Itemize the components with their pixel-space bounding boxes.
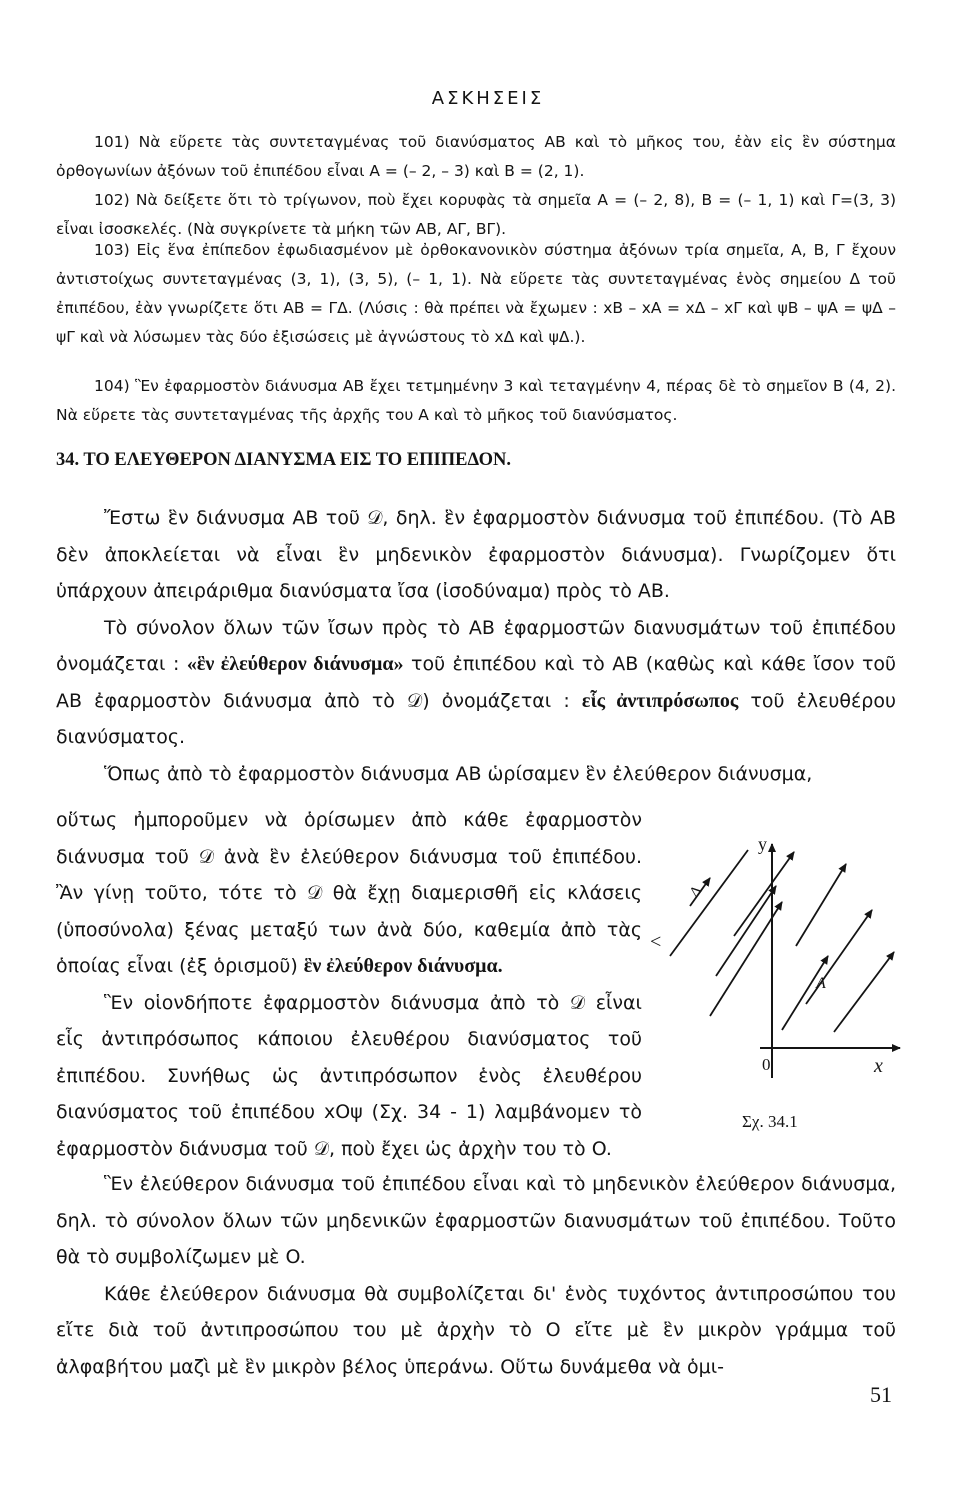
exercise-104 bbox=[56, 372, 896, 430]
exercise-text: 102) Νὰ δείξετε ὅτι τὸ τρίγωνον, ποὺ ἔχει κορυφὰς τὰ σημεῖα Α = (– 2, 8), Β = (– 1, 1) καὶ Γ=(3, 3) εἶναι ἰσοσκελές. (Νὰ συγκρίνετε τὰ μήκη τῶν ΑΒ, ΑΓ, ΒΓ). bbox=[56, 191, 896, 238]
figure-caption: Σχ. 34.1 bbox=[742, 1112, 798, 1131]
vector-arrow bbox=[782, 956, 828, 1030]
paragraph-1: Ἔστω ἓν διάνυσμα ΑΒ τοῦ 𝒟, δηλ. ἓν ἐφαρμοστὸν διάνυσμα τοῦ ἐπιπέδου. (Τὸ ΑΒ δὲν ἀποκλείεται νὰ εἶναι ἓν μηδενικὸν ἐφαρμοστὸν διάνυσμα). Γνωρίζομεν ὅτι ὑπάρχουν ἀπειράριθμα διανύσματα ἴσα (ἰσοδύναμα) πρὸς τὸ ΑΒ. bbox=[56, 507, 896, 602]
paragraph-3-lead: Ὅπως ἀπὸ τὸ ἐφαρμοστὸν διάνυσμα ΑΒ ὡρίσαμεν ἓν ἐλεύθερον διάνυσμα, bbox=[104, 762, 813, 785]
exercise-103 bbox=[56, 236, 896, 352]
figure-svg bbox=[650, 826, 908, 1086]
term-representative: εἷς ἀντιπρόσωπος bbox=[581, 689, 739, 712]
paragraph-3-text: οὕτως ἠμποροῦμεν νὰ ὁρίσωμεν ἀπὸ κάθε ἐφαρμοστὸν διάνυσμα τοῦ 𝒟 ἀνὰ ἓν ἐλεύθερον διάνυσμα τοῦ ἐπιπέδου. Ἂν γίνῃ τοῦτο, τότε τὸ 𝒟 θὰ ἔχῃ διαμερισθῆ εἰς κλάσεις (ὑποσύνολα) ξένας μεταξύ των ἀνὰ δύο, καθεμία ἀπὸ τὰς ὁποίας εἶναι (ἐξ ὁρισμοῦ) bbox=[56, 809, 642, 977]
paragraph-2-after: τοῦ ἐλευθέρου διανύσματος. bbox=[56, 689, 896, 748]
x-axis-label: x bbox=[874, 1055, 883, 1077]
vector-arrow bbox=[734, 852, 794, 936]
exercise-text: 101) Νὰ εὕρετε τὰς συντεταγμένας τοῦ διανύσματος ΑΒ καὶ τὸ μῆκος του, ἐὰν εἰς ἓν σύστημα ὀρθογωνίων ἀξόνων τοῦ ἐπιπέδου εἶναι Α = (– 2, – 3) καὶ Β = (2, 1). bbox=[56, 133, 896, 180]
paragraph-3-block bbox=[56, 802, 642, 1167]
exercise-text: 104) Ἓν ἐφαρμοστὸν διάνυσμα ΑΒ ἔχει τετμημένην 3 καὶ τεταγμένην 4, πέρας δὲ τὸ σημεῖον Β (4, 2). Νὰ εὕρετε τὰς συντεταγμένας τῆς ἀρχῆς του Α καὶ τὸ μῆκος τοῦ διανύσματος. bbox=[56, 377, 896, 424]
section-title: 34. ΤΟ ΕΛΕΥΘΕΡΟΝ ΔΙΑΝΥΣΜΑ ΕΙΣ ΤΟ ΕΠΙΠΕΔΟΝ. bbox=[56, 450, 511, 470]
section-body bbox=[56, 500, 896, 792]
line-delta-label: Δ bbox=[686, 882, 706, 901]
page-number: 51 bbox=[870, 1382, 892, 1407]
vector-arrow bbox=[834, 952, 894, 1032]
paragraph-6: Κάθε ἐλεύθερον διάνυσμα θὰ συμβολίζεται δι' ἑνὸς τυχόντος ἀντιπροσώπου του εἴτε διὰ τοῦ ἀντιπροσώπου του μὲ ἀρχὴν τὸ O εἴτε μὲ ἓν μικρὸν γράμμα τοῦ ἀλφαβήτου μαζὶ μὲ ἓν μικρὸν βέλος ὑπεράνω. Οὕτω δυνάμεθα νὰ ὁμι- bbox=[56, 1282, 896, 1378]
vector-arrow bbox=[796, 864, 846, 946]
point-a-label: A bbox=[816, 975, 826, 992]
paragraph-2-before: Τὸ σύνολον ὅλων τῶν ἴσων πρὸς τὸ ΑΒ ἐφαρμοστῶν διανυσμάτων τοῦ ἐπιπέδου ὀνομάζεται : bbox=[56, 616, 896, 675]
parallel-line-delta bbox=[670, 850, 748, 956]
paragraph-4: Ἓν οἱονδήποτε ἐφαρμοστὸν διάνυσμα ἀπὸ τὸ 𝒟 εἶναι εἷς ἀντιπρόσωπος κάποιου ἐλευθέρου διανύσματος τοῦ ἐπιπέδου. Συνήθως ὡς ἀντιπρόσωπον ἑνὸς ἐλευθέρου διανύσματος τοῦ ἐπιπέδου xOψ (Σχ. 34 - 1) λαμβάνομεν τὸ ἐφαρμοστὸν διάνυσμα τοῦ 𝒟, ποὺ ἔχει ὡς ἀρχὴν του τὸ O. bbox=[56, 991, 642, 1160]
paragraph-2-middle: τοῦ ἐπιπέδου καὶ τὸ ΑΒ (καθὼς καὶ κάθε ἴσον τοῦ ΑΒ ἐφαρμοστὸν διάνυσμα ἀπὸ τὸ 𝒟) ὀνομάζεται : bbox=[56, 653, 897, 712]
section-body-continued bbox=[56, 1166, 896, 1385]
paragraph-3-rest bbox=[56, 802, 642, 985]
exercise-text: 103) Εἰς ἕνα ἐπίπεδον ἐφωδιασμένον μὲ ὀρθοκανονικὸν σύστημα ἀξόνων τρία σημεῖα, Α, Β, Γ ἔχουν ἀντιστοίχως συντεταγμένας (3, 1), (3, 5), (– 1, 1). Νὰ εὕρετε τὰς συντεταγμένας ἑνὸς σημείου Δ τοῦ ἐπιπέδου, ἐὰν γνωρίζετε ὅτι ΑΒ = ΓΔ. (Λύσις : θὰ πρέπει νὰ ἔχωμεν : xΒ – xΑ = xΔ – xΓ καὶ ψΒ – ψΑ = ψΔ – ψΓ καὶ νὰ λύσωμεν τὰς δύο ἐξισώσεις μὲ ἀγνώστους τὸ xΔ καὶ ψΔ.). bbox=[56, 241, 896, 346]
origin-label: 0 bbox=[762, 1055, 771, 1074]
term-free-vector: «ἓν ἐλεύθερον διάνυσμα» bbox=[186, 653, 404, 675]
exercise-101 bbox=[56, 128, 896, 186]
paragraph-5: Ἓν ἐλεύθερον διάνυσμα τοῦ ἐπιπέδου εἶναι καὶ τὸ μηδενικὸν ἐλεύθερον διάνυσμα, δηλ. τὸ σύνολον ὅλων τῶν μηδενικῶν ἐφαρμοστῶν διανυσμάτων τοῦ ἐπιπέδου. Τοῦτο θὰ τὸ συμβολίζωμεν μὲ O. bbox=[56, 1173, 896, 1268]
paragraph-2 bbox=[56, 610, 896, 756]
y-axis-label: y bbox=[758, 834, 767, 854]
exercises-heading: ΑΣΚΗΣΕΙΣ bbox=[431, 88, 545, 109]
term-free-vector-2: ἓν ἐλεύθερον διάνυσμα. bbox=[303, 955, 503, 977]
vector-arrow bbox=[716, 886, 776, 976]
figure-34-1 bbox=[650, 826, 908, 1086]
open-angle-mark: < bbox=[650, 931, 662, 953]
